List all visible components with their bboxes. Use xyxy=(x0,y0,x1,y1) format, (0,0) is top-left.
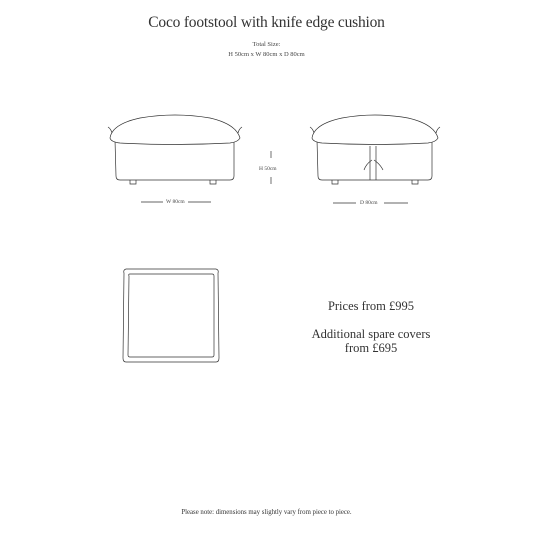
total-size-value: H 50cm x W 80cm x D 80cm xyxy=(228,51,305,58)
width-label: W 80cm xyxy=(166,199,185,205)
dimensions-note: Please note: dimensions may slightly vary from piece to piece. xyxy=(181,509,352,516)
total-size-label: Total Size: xyxy=(252,41,281,48)
spare-covers-line-2: from £695 xyxy=(344,341,398,355)
spare-covers-line-1: Additional spare covers xyxy=(311,327,431,341)
depth-label: D 80cm xyxy=(360,200,378,206)
price-from: Prices from £995 xyxy=(327,299,415,313)
height-label: H 50cm xyxy=(259,166,277,172)
product-title: Coco footstool with knife edge cushion xyxy=(148,14,385,31)
